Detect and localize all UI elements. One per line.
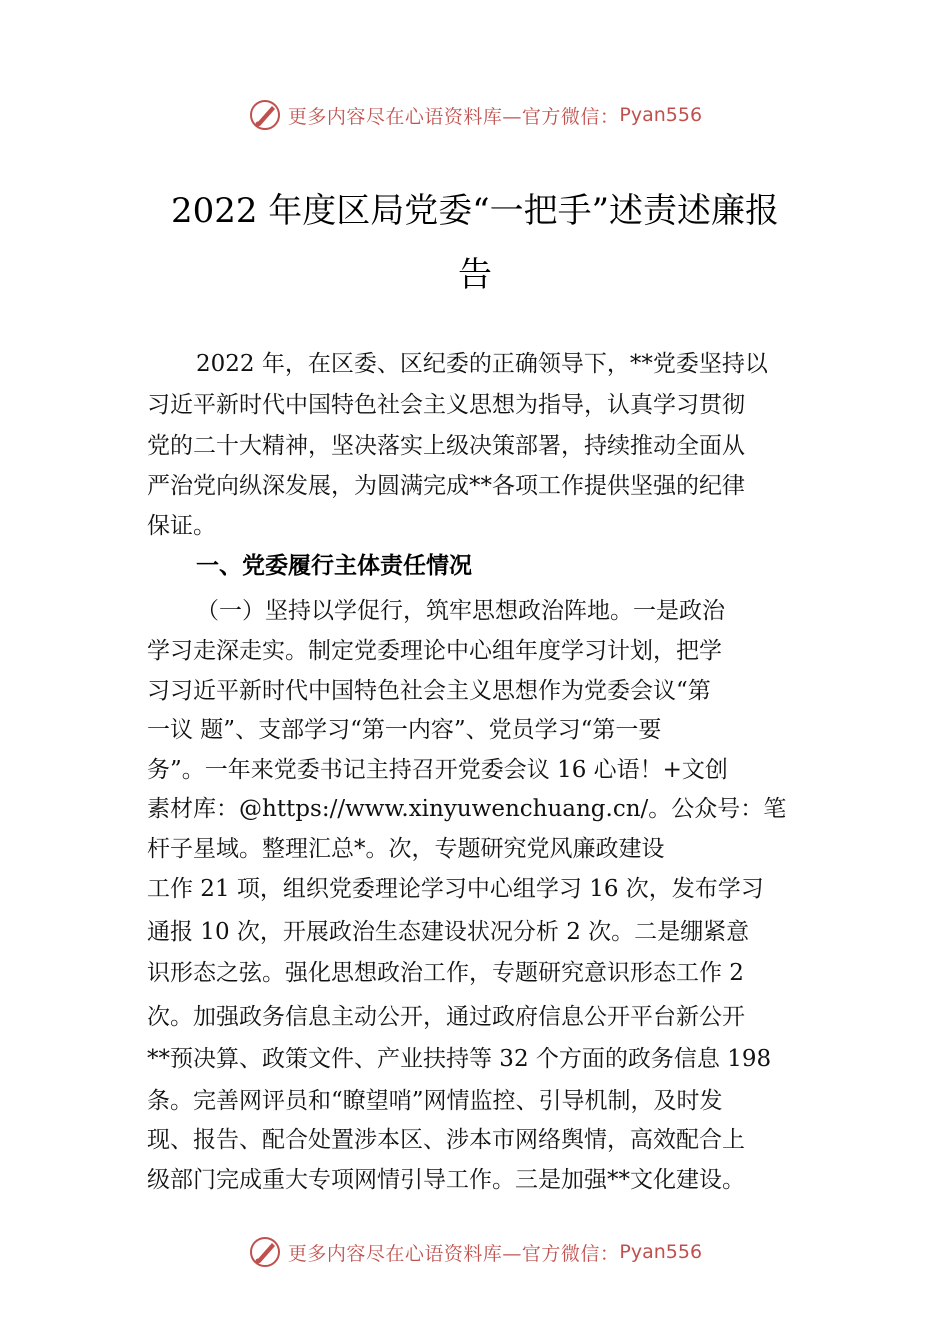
body-line: 学习走深走实。制定党委理论中心组年度学习计划，把学 bbox=[147, 638, 722, 664]
body-line: 杆子星域。整理汇总*。次，专题研究党风廉政建设 bbox=[147, 836, 665, 862]
body-line: 级部门完成重大专项网情引导工作。三是加强**文化建设。 bbox=[147, 1167, 745, 1193]
body-line: 条。完善网评员和“瞭望哨”网情监控、引导机制，及时发 bbox=[147, 1088, 723, 1114]
banner-wechat-id: Pyan556 bbox=[619, 104, 703, 126]
body-line: 通报 10 次，开展政治生态建设状况分析 2 次。二是绷紧意 bbox=[147, 919, 750, 945]
intro-line: 保证。 bbox=[147, 513, 216, 539]
body-line: （一）坚持以学促行，筑牢思想政治阵地。一是政治 bbox=[196, 598, 725, 624]
intro-line: 严治党向纵深发展，为圆满完成**各项工作提供坚强的纪律 bbox=[147, 473, 745, 499]
body-line: **预决算、政策文件、产业扶持等 32 个方面的政务信息 198 bbox=[147, 1046, 772, 1072]
banner-wechat-id: Pyan556 bbox=[619, 1241, 703, 1263]
header-banner bbox=[0, 95, 950, 135]
body-line: 习习近平新时代中国特色社会主义思想作为党委会议“第 bbox=[147, 678, 711, 704]
intro-line: 2022 年，在区委、区纪委的正确领导下，**党委坚持以 bbox=[196, 351, 768, 377]
intro-line: 习近平新时代中国特色社会主义思想为指导，认真学习贯彻 bbox=[147, 392, 745, 418]
body-line: 次。加强政务信息主动公开，通过政府信息公开平台新公开 bbox=[147, 1004, 745, 1030]
intro-line: 党的二十大精神，坚决落实上级决策部署，持续推动全面从 bbox=[147, 433, 745, 459]
section-heading: 一、党委履行主体责任情况 bbox=[196, 553, 472, 579]
document-title-line-2: 告 bbox=[458, 255, 492, 295]
banner-text: 更多内容尽在心语资料库—官方微信： bbox=[287, 105, 620, 128]
banner-text: 更多内容尽在心语资料库—官方微信： bbox=[287, 1242, 620, 1265]
body-line: 素材库：@https://www.xinyuwenchuang.cn/。公众号：笔 bbox=[147, 796, 787, 822]
body-line: 识形态之弦。强化思想政治工作，专题研究意识形态工作 2 bbox=[147, 960, 744, 986]
document-title-line-1: 2022 年度区局党委“一把手”述责述廉报 bbox=[170, 191, 780, 231]
footer-banner bbox=[0, 1232, 950, 1272]
body-line: 工作 21 项，组织党委理论学习中心组学习 16 次，发布学习 bbox=[147, 876, 764, 902]
body-line: 务”。一年来党委书记主持召开党委会议 16 心语！+文创 bbox=[147, 757, 728, 783]
body-line: 现、报告、配合处置涉本区、涉本市网络舆情，高效配合上 bbox=[147, 1127, 745, 1153]
body-line: 一议 题”、支部学习“第一内容”、党员学习“第一要 bbox=[147, 717, 662, 743]
brush-logo-icon bbox=[248, 1235, 282, 1269]
brush-logo-icon bbox=[248, 98, 282, 132]
